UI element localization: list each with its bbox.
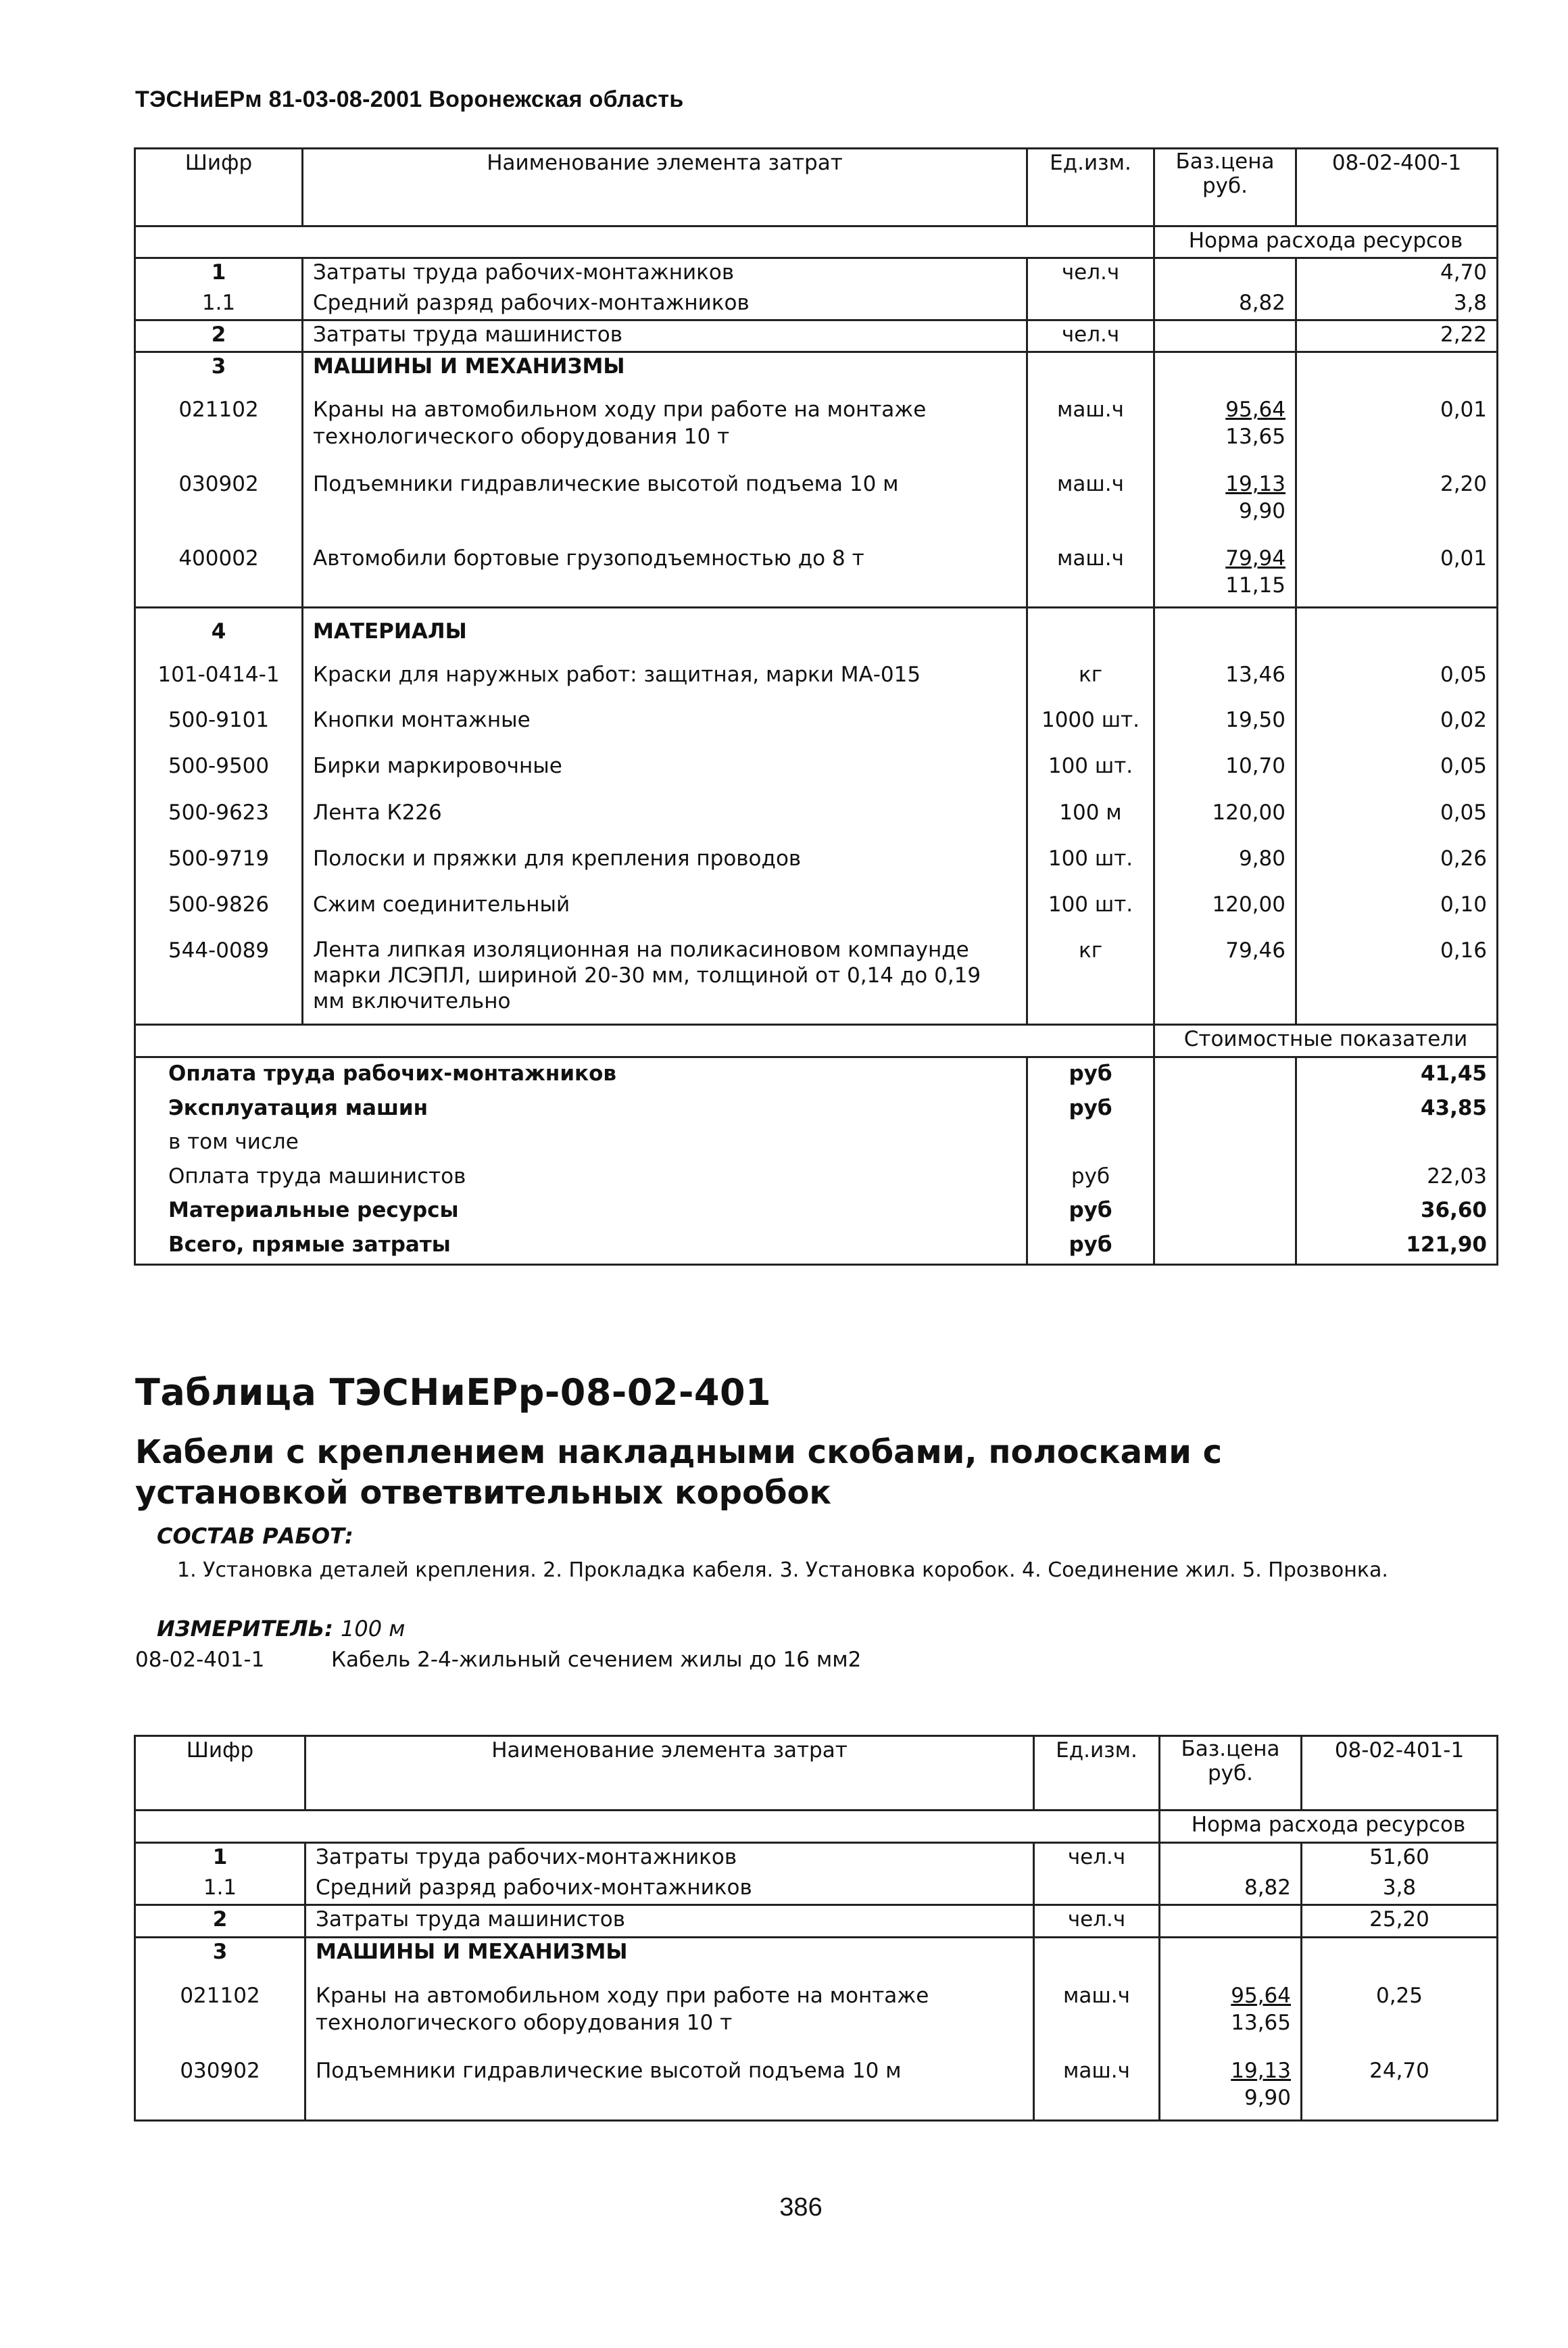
- row-unit: кг: [1027, 922, 1154, 1024]
- row-norm: 24,70: [1302, 2044, 1498, 2120]
- total-label: Материальные ресурсы: [168, 1198, 459, 1223]
- row-price: [1154, 352, 1296, 383]
- row-norm: 51,60: [1302, 1842, 1498, 1873]
- row-name: Краны на автомобильном ходу при работе на монтаже технологического оборудования 10 т: [316, 1983, 929, 2035]
- row-code: 1: [135, 1842, 305, 1873]
- row-name: Затраты труда машинистов: [303, 320, 1027, 352]
- table-row: [135, 289, 1498, 320]
- row-unit: 100 шт.: [1027, 830, 1154, 876]
- total-price: [1154, 1229, 1296, 1264]
- total-row: [135, 1057, 1498, 1092]
- row-unit: 1000 шт.: [1027, 692, 1154, 738]
- norm-subheader: Норма расхода ресурсов: [1154, 226, 1498, 258]
- row-unit: маш.ч: [1027, 457, 1154, 531]
- row-price: 9,80: [1154, 830, 1296, 876]
- total-row: [135, 1161, 1498, 1195]
- row-unit: чел.ч: [1034, 1842, 1160, 1873]
- total-price: [1154, 1161, 1296, 1195]
- total-unit: руб: [1027, 1195, 1154, 1229]
- table-row: [135, 457, 1498, 531]
- row-code: 3: [135, 352, 303, 383]
- total-label: Эксплуатация машин: [168, 1095, 428, 1120]
- price-line-1: 79,94: [1225, 546, 1285, 571]
- row-code: 101-0414-1: [135, 653, 303, 692]
- row-code: 1.1: [135, 289, 303, 320]
- row-code: 500-9623: [135, 784, 303, 830]
- measure-value: 100 м: [341, 1616, 406, 1642]
- resource-table-08-02-401-1: [134, 1735, 1498, 2122]
- row-code: 030902: [135, 2044, 305, 2120]
- table-row: [135, 922, 1498, 1024]
- row-name: Затраты труда рабочих-монтажников: [313, 260, 735, 285]
- row-price: [1160, 1938, 1302, 1969]
- row-price: 10,70: [1154, 738, 1296, 784]
- row-unit: 100 шт.: [1027, 876, 1154, 922]
- row-code: 500-9719: [135, 830, 303, 876]
- row-name: Краски для наружных работ: защитная, марки МА-015: [313, 662, 921, 687]
- row-norm: 2,22: [1296, 320, 1498, 352]
- measure-label-text: ИЗМЕРИТЕЛЬ:: [157, 1616, 333, 1642]
- page-number: 386: [779, 2193, 823, 2222]
- row-code: 4: [135, 607, 303, 653]
- table-row: [135, 830, 1498, 876]
- row-norm: 25,20: [1302, 1905, 1498, 1938]
- table-row: [135, 653, 1498, 692]
- price-line-1: 19,13: [1225, 472, 1285, 497]
- row-unit: маш.ч: [1034, 1969, 1160, 2044]
- row-unit: маш.ч: [1034, 2044, 1160, 2120]
- total-label: в том числе: [168, 1130, 299, 1155]
- total-row: [135, 1126, 1498, 1161]
- row-norm: 3,8: [1302, 1874, 1498, 1905]
- total-row: [135, 1229, 1498, 1264]
- row-norm: 3,8: [1296, 289, 1498, 320]
- table-row: [135, 258, 1498, 289]
- total-value: [1296, 1126, 1498, 1161]
- table-header-row: [135, 149, 1498, 226]
- row-norm: 0,10: [1296, 876, 1498, 922]
- price-line-1: 95,64: [1225, 398, 1285, 423]
- row-name: Краны на автомобильном ходу при работе на монтаже технологического оборудования 10 т: [313, 398, 927, 450]
- row-unit: [1034, 1874, 1160, 1905]
- section-row: [135, 1938, 1498, 1969]
- row-norm: 0,26: [1296, 830, 1498, 876]
- row-code: 500-9101: [135, 692, 303, 738]
- row-unit: 100 м: [1027, 784, 1154, 830]
- row-name: Затраты труда рабочих-монтажников: [316, 1844, 737, 1869]
- row-unit: 100 шт.: [1027, 738, 1154, 784]
- row-unit: маш.ч: [1027, 383, 1154, 457]
- row-norm: 0,02: [1296, 692, 1498, 738]
- running-header: ТЭСНиЕРм 81-03-08-2001 Воронежская область: [135, 87, 684, 112]
- row-price: [1160, 1969, 1302, 2044]
- norm-subheader-row: [135, 1811, 1498, 1843]
- resource-table-08-02-400-1: [134, 147, 1498, 1266]
- row-price: [1160, 1842, 1302, 1873]
- row-norm: 0,05: [1296, 784, 1498, 830]
- row-code: 2: [135, 320, 303, 352]
- price-line-2: 9,90: [1238, 499, 1285, 524]
- row-code: 500-9826: [135, 876, 303, 922]
- row-price: 8,82: [1160, 1874, 1302, 1905]
- row-norm: 0,01: [1296, 531, 1498, 607]
- price-line-2: 13,65: [1225, 425, 1285, 450]
- subtable-code: 08-02-401-1: [135, 1648, 265, 1672]
- section-title: МАШИНЫ И МЕХАНИЗМЫ: [303, 352, 1027, 383]
- total-unit: руб: [1027, 1229, 1154, 1264]
- section-row: [135, 352, 1498, 383]
- total-label: Оплата труда рабочих-монтажников: [168, 1061, 616, 1086]
- total-label: Всего, прямые затраты: [168, 1232, 451, 1257]
- table-row: [135, 383, 1498, 457]
- table-row: [135, 320, 1498, 352]
- row-price: 13,46: [1154, 653, 1296, 692]
- row-code: 400002: [135, 531, 303, 607]
- row-name: Подъемники гидравлические высотой подъема 10 м: [316, 2059, 902, 2084]
- row-price: 120,00: [1154, 876, 1296, 922]
- table-row: [135, 692, 1498, 738]
- header-norm-code: 08-02-400-1: [1296, 149, 1498, 226]
- table-row: [135, 738, 1498, 784]
- price-line-2: 13,65: [1231, 2010, 1291, 2035]
- table-row: [135, 784, 1498, 830]
- row-norm: 0,05: [1296, 738, 1498, 784]
- total-price: [1154, 1195, 1296, 1229]
- table-subtitle: Кабели с креплением накладными скобами, полосками с установкой ответвительных коробок: [135, 1433, 1223, 1512]
- section-row: [135, 607, 1498, 653]
- work-composition-text: 1. Установка деталей крепления. 2. Прокладка кабеля. 3. Установка коробок. 4. Соединение жил. 5. Прозвонка.: [177, 1558, 1388, 1582]
- header-price: Баз.цена руб.: [1154, 149, 1296, 226]
- header-code: Шифр: [135, 149, 303, 226]
- total-label: Оплата труда машинистов: [168, 1164, 466, 1189]
- norm-subheader: Норма расхода ресурсов: [1160, 1811, 1498, 1843]
- row-price: 79,46: [1154, 922, 1296, 1024]
- row-code: 3: [135, 1938, 305, 1969]
- price-line-1: 95,64: [1231, 1983, 1291, 2008]
- total-row: [135, 1093, 1498, 1127]
- total-unit: руб: [1027, 1057, 1154, 1092]
- row-name: Сжим соединительный: [313, 892, 570, 917]
- row-price: [1160, 1905, 1302, 1938]
- row-unit: чел.ч: [1034, 1905, 1160, 1938]
- measure-label: [157, 1616, 405, 1642]
- price-line-2: 11,15: [1225, 573, 1285, 598]
- norm-subheader-row: [135, 226, 1498, 258]
- total-price: [1154, 1093, 1296, 1127]
- row-price: [1154, 258, 1296, 289]
- header-unit: Ед.изм.: [1027, 149, 1154, 226]
- row-price: 120,00: [1154, 784, 1296, 830]
- row-code: 500-9500: [135, 738, 303, 784]
- total-row: [135, 1195, 1498, 1229]
- total-value: 36,60: [1296, 1195, 1498, 1229]
- row-code: 1: [135, 258, 303, 289]
- price-line-2: 9,90: [1244, 2086, 1291, 2111]
- row-price: 8,82: [1154, 289, 1296, 320]
- row-name: Средний разряд рабочих-монтажников: [316, 1875, 752, 1900]
- header-price: Баз.цена руб.: [1160, 1736, 1302, 1811]
- row-price: [1154, 457, 1296, 531]
- table-row: [135, 2044, 1498, 2120]
- table-header-row: [135, 1736, 1498, 1811]
- work-composition-label: СОСТАВ РАБОТ:: [157, 1523, 353, 1549]
- row-unit: маш.ч: [1027, 531, 1154, 607]
- row-unit: кг: [1027, 653, 1154, 692]
- row-norm: 4,70: [1296, 258, 1498, 289]
- row-unit: [1027, 607, 1154, 653]
- header-name: Наименование элемента затрат: [305, 1736, 1034, 1811]
- section-title: МАШИНЫ И МЕХАНИЗМЫ: [305, 1938, 1034, 1969]
- table-row: [135, 1842, 1498, 1873]
- row-code: 544-0089: [135, 922, 303, 1024]
- row-norm: 0,16: [1296, 922, 1498, 1024]
- row-price: [1154, 531, 1296, 607]
- row-price: [1160, 2044, 1302, 2120]
- row-unit: чел.ч: [1027, 258, 1154, 289]
- table-row: [135, 1905, 1498, 1938]
- row-name: Подъемники гидравлические высотой подъема 10 м: [313, 472, 899, 497]
- total-value: 121,90: [1296, 1229, 1498, 1264]
- header-unit: Ед.изм.: [1034, 1736, 1160, 1811]
- row-price: [1154, 320, 1296, 352]
- row-norm: [1296, 607, 1498, 653]
- subtable-description: Кабель 2-4-жильный сечением жилы до 16 мм2: [331, 1648, 862, 1672]
- row-norm: [1302, 1938, 1498, 1969]
- header-name: Наименование элемента затрат: [303, 149, 1027, 226]
- row-code: 021102: [135, 1969, 305, 2044]
- row-code: 1.1: [135, 1874, 305, 1905]
- total-value: 43,85: [1296, 1093, 1498, 1127]
- section-title: МАТЕРИАЛЫ: [303, 607, 1027, 653]
- table-row: [135, 1874, 1498, 1905]
- row-name: Кнопки монтажные: [313, 708, 531, 733]
- table-row: [135, 531, 1498, 607]
- price-line-1: 19,13: [1231, 2059, 1291, 2084]
- row-price: 19,50: [1154, 692, 1296, 738]
- row-code: 030902: [135, 457, 303, 531]
- cost-subheader: Стоимостные показатели: [1154, 1025, 1498, 1057]
- row-unit: чел.ч: [1027, 320, 1154, 352]
- cost-subheader-row: [135, 1025, 1498, 1057]
- table-title: Таблица ТЭСНиЕРр-08-02-401: [135, 1371, 772, 1414]
- total-price: [1154, 1057, 1296, 1092]
- total-unit: руб: [1027, 1093, 1154, 1127]
- row-name: Лента липкая изоляционная на поликасиновом компаунде марки ЛСЭПЛ, шириной 20-30 мм, толщиной от 0,14 до 0,19 мм включительно: [313, 938, 981, 1014]
- table-row: [135, 1969, 1498, 2044]
- table-row: [135, 876, 1498, 922]
- row-name: Затраты труда машинистов: [305, 1905, 1034, 1938]
- total-value: 41,45: [1296, 1057, 1498, 1092]
- row-name: Автомобили бортовые грузоподъемностью до 8 т: [313, 546, 864, 571]
- row-name: Лента К226: [313, 800, 442, 825]
- row-price: [1154, 607, 1296, 653]
- total-unit: руб: [1027, 1161, 1154, 1195]
- row-code: 2: [135, 1905, 305, 1938]
- row-name: Полоски и пряжки для крепления проводов: [313, 846, 802, 871]
- row-norm: [1296, 352, 1498, 383]
- row-code: 021102: [135, 383, 303, 457]
- row-norm: 2,20: [1296, 457, 1498, 531]
- header-code: Шифр: [135, 1736, 305, 1811]
- row-unit: [1034, 1938, 1160, 1969]
- total-value: 22,03: [1296, 1161, 1498, 1195]
- row-name: Бирки маркировочные: [313, 754, 562, 779]
- row-price: [1154, 383, 1296, 457]
- total-price: [1154, 1126, 1296, 1161]
- row-norm: 0,05: [1296, 653, 1498, 692]
- row-unit: [1027, 352, 1154, 383]
- row-unit: [1027, 289, 1154, 320]
- row-norm: 0,01: [1296, 383, 1498, 457]
- total-unit: [1027, 1126, 1154, 1161]
- row-norm: 0,25: [1302, 1969, 1498, 2044]
- header-norm-code: 08-02-401-1: [1302, 1736, 1498, 1811]
- row-name: Средний разряд рабочих-монтажников: [313, 290, 750, 315]
